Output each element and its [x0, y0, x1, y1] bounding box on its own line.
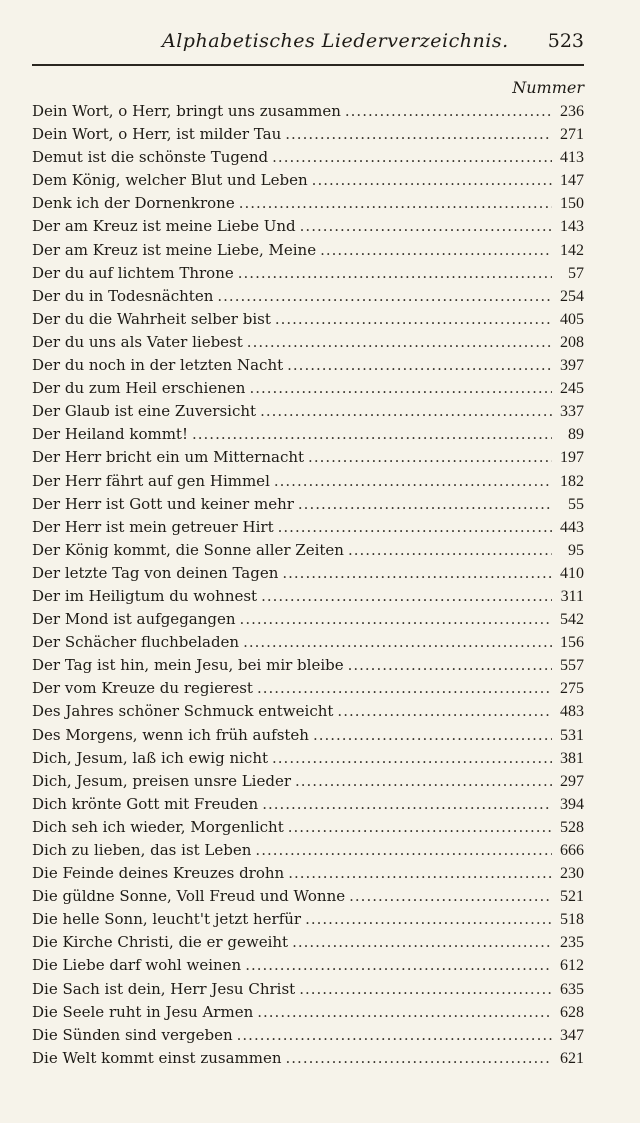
entry-title: Der du uns als Vater liebest	[32, 332, 243, 351]
index-entry	[32, 954, 584, 977]
entry-number: 394	[560, 795, 584, 813]
dot-leader	[237, 1024, 552, 1047]
index-entry	[32, 470, 584, 493]
entry-title: Der König kommt, die Sonne aller Zeiten	[32, 540, 344, 559]
entry-title: Der Herr bricht ein um Mitternacht	[32, 448, 305, 467]
index-entry	[32, 239, 584, 262]
entry-title: Die güldne Sonne, Voll Freud und Wonne	[32, 887, 346, 906]
index-entry	[32, 516, 584, 539]
index-entry	[32, 331, 584, 354]
entry-title: Dich seh ich wieder, Morgenlicht	[32, 817, 284, 836]
entry-title: Der du auf lichtem Throne	[32, 263, 234, 282]
index-entry	[32, 816, 584, 839]
dot-leader	[192, 423, 552, 446]
entry-title: Die Seele ruht in Jesu Armen	[32, 1002, 254, 1021]
index-entry	[32, 608, 584, 631]
index-entry	[32, 493, 584, 516]
entry-title: Des Morgens, wenn ich früh aufsteh	[32, 725, 309, 744]
entry-title: Die Kirche Christi, die er geweiht	[32, 933, 289, 952]
entry-title: Die Liebe darf wohl weinen	[32, 956, 242, 975]
entry-title: Die Sünden sind vergeben	[32, 1025, 233, 1044]
dot-leader	[261, 585, 552, 608]
index-entry	[32, 908, 584, 931]
entry-title: Der du noch in der letzten Nacht	[32, 356, 284, 375]
entry-number: 57	[568, 264, 584, 282]
dot-leader	[348, 654, 552, 677]
dot-leader	[320, 239, 552, 262]
index-entry	[32, 747, 584, 770]
entry-title: Denk ich der Dornenkrone	[32, 194, 235, 213]
dot-leader	[260, 400, 552, 423]
dot-leader	[286, 1047, 552, 1070]
index-entry	[32, 169, 584, 192]
entry-number: 557	[560, 657, 584, 675]
entry-title: Dem König, welcher Blut und Leben	[32, 171, 308, 190]
index-entry	[32, 377, 584, 400]
entry-title: Der vom Kreuze du regierest	[32, 679, 253, 698]
entry-number: 275	[560, 680, 584, 698]
dot-leader	[300, 215, 552, 238]
entry-title: Der du in Todesnächten	[32, 286, 214, 305]
entry-title: Der am Kreuz ist meine Liebe, Meine	[32, 240, 317, 259]
entry-title: Dich zu lieben, das ist Leben	[32, 841, 252, 859]
index-entry	[32, 793, 584, 816]
dot-leader	[288, 816, 552, 839]
entry-title: Der Glaub ist eine Zuversicht	[32, 402, 257, 421]
entry-title: Die Welt kommt einst zusammen	[32, 1048, 282, 1067]
dot-leader	[308, 446, 552, 469]
dot-leader	[295, 770, 552, 793]
dot-leader	[288, 862, 552, 885]
index-entry	[32, 724, 584, 747]
dot-leader	[272, 747, 552, 770]
entry-number: 245	[560, 380, 584, 398]
entry-title: Der Herr ist mein getreuer Hirt	[32, 517, 274, 536]
index-entry	[32, 146, 584, 169]
dot-leader	[337, 700, 552, 723]
index-entry	[32, 585, 584, 608]
entry-title: Der am Kreuz ist meine Liebe Und	[32, 217, 296, 236]
column-heading-number: Nummer	[512, 78, 584, 97]
index-entry	[32, 1047, 584, 1070]
entry-number: 405	[560, 310, 584, 328]
dot-leader	[274, 470, 552, 493]
index-entry	[32, 631, 584, 654]
entry-number: 531	[560, 726, 584, 744]
entry-number: 156	[560, 634, 584, 652]
entry-title: Der du die Wahrheit selber bist	[32, 309, 271, 328]
dot-leader	[312, 169, 552, 192]
entry-title: Des Jahres schöner Schmuck entweicht	[32, 702, 334, 721]
index-entry	[32, 400, 584, 423]
dot-leader	[345, 100, 552, 123]
header-rule	[32, 64, 584, 66]
entry-number: 150	[560, 195, 584, 213]
dot-leader	[313, 724, 552, 747]
entry-number: 95	[568, 541, 584, 559]
dot-leader	[272, 146, 552, 169]
entry-title: Der Schächer fluchbeladen	[32, 633, 240, 652]
dot-leader	[255, 839, 552, 862]
entry-number: 311	[560, 587, 584, 605]
entry-title: Die Sach ist dein, Herr Jesu Christ	[32, 979, 296, 998]
entry-number: 197	[560, 449, 584, 467]
entry-number: 483	[560, 703, 584, 721]
index-entry	[32, 285, 584, 308]
entry-number: 443	[560, 518, 584, 536]
dot-leader	[348, 539, 552, 562]
index-entry	[32, 354, 584, 377]
entry-title: Dein Wort, o Herr, bringt uns zusammen	[32, 102, 341, 120]
entry-number: 542	[560, 611, 584, 629]
entry-title: Der Mond ist aufgegangen	[32, 610, 236, 629]
entry-number: 528	[560, 818, 584, 836]
entry-number: 208	[560, 333, 584, 351]
index-entry	[32, 446, 584, 469]
dot-leader	[257, 677, 552, 700]
dot-leader	[285, 123, 552, 146]
entry-number: 147	[560, 172, 584, 190]
entry-number: 143	[560, 218, 584, 236]
entry-title: Demut ist die schönste Tugend	[32, 148, 269, 167]
entry-number: 254	[560, 287, 584, 305]
index-entry	[32, 423, 584, 446]
dot-leader	[245, 954, 552, 977]
running-head	[32, 30, 584, 56]
entry-number: 621	[560, 1049, 584, 1067]
entry-title: Der Heiland kommt!	[32, 425, 188, 444]
index-entry	[32, 1001, 584, 1024]
dot-leader	[278, 516, 552, 539]
index-entry	[32, 839, 584, 862]
index-entry	[32, 700, 584, 723]
page-number: 523	[547, 30, 584, 52]
index-entry	[32, 308, 584, 331]
entry-number: 230	[560, 865, 584, 883]
dot-leader	[247, 331, 552, 354]
index-entry	[32, 931, 584, 954]
index-entry	[32, 862, 584, 885]
dot-leader	[239, 192, 552, 215]
entry-number: 397	[560, 357, 584, 375]
entry-title: Dich, Jesum, laß ich ewig nicht	[32, 748, 269, 767]
entry-number: 337	[560, 403, 584, 421]
index-entry	[32, 192, 584, 215]
entry-number: 236	[560, 103, 584, 120]
index-entry	[32, 978, 584, 1001]
entry-number: 410	[560, 564, 584, 582]
index-entry	[32, 770, 584, 793]
index-entry	[32, 1024, 584, 1047]
dot-leader	[249, 377, 552, 400]
index-entry	[32, 677, 584, 700]
entry-number: 381	[560, 749, 584, 767]
dot-leader	[240, 608, 552, 631]
dot-leader	[298, 493, 552, 516]
dot-leader	[349, 885, 552, 908]
hymn-index-list	[32, 100, 584, 1070]
dot-leader	[299, 978, 552, 1001]
entry-title: Dich, Jesum, preisen unsre Lieder	[32, 771, 291, 790]
index-entry	[32, 100, 584, 123]
entry-number: 666	[560, 842, 584, 859]
entry-title: Der Herr ist Gott und keiner mehr	[32, 494, 294, 513]
entry-title: Dein Wort, o Herr, ist milder Tau	[32, 125, 282, 144]
dot-leader	[275, 308, 552, 331]
entry-number: 413	[560, 149, 584, 167]
entry-title: Der letzte Tag von deinen Tagen	[32, 563, 279, 582]
index-entry	[32, 654, 584, 677]
dot-leader	[257, 1001, 552, 1024]
entry-number: 271	[560, 126, 584, 144]
dot-leader	[282, 562, 552, 585]
entry-title: Der im Heiligtum du wohnest	[32, 586, 258, 605]
index-entry	[32, 262, 584, 285]
dot-leader	[217, 285, 552, 308]
index-entry	[32, 215, 584, 238]
entry-title: Dich krönte Gott mit Freuden	[32, 794, 259, 813]
entry-number: 521	[560, 888, 584, 906]
dot-leader	[292, 931, 552, 954]
running-title: Alphabetisches Liederverzeichnis.	[162, 30, 509, 52]
entry-title: Die Feinde deines Kreuzes drohn	[32, 864, 285, 883]
index-entry	[32, 885, 584, 908]
entry-number: 235	[560, 934, 584, 952]
entry-number: 635	[560, 980, 584, 998]
entry-number: 182	[560, 472, 584, 490]
dot-leader	[287, 354, 552, 377]
entry-number: 518	[560, 911, 584, 929]
entry-title: Der du zum Heil erschienen	[32, 379, 246, 398]
index-entry	[32, 562, 584, 585]
entry-number: 55	[568, 495, 584, 513]
entry-number: 612	[560, 957, 584, 975]
index-entry	[32, 539, 584, 562]
dot-leader	[243, 631, 552, 654]
entry-title: Der Tag ist hin, mein Jesu, bei mir bleibe	[32, 656, 344, 675]
entry-title: Der Herr fährt auf gen Himmel	[32, 471, 270, 490]
entry-number: 89	[568, 426, 584, 444]
dot-leader	[305, 908, 552, 931]
index-entry	[32, 123, 584, 146]
entry-title: Die helle Sonn, leucht't jetzt herfür	[32, 910, 302, 929]
dot-leader	[262, 793, 552, 816]
entry-number: 297	[560, 772, 584, 790]
entry-number: 347	[560, 1026, 584, 1044]
entry-number: 142	[560, 241, 584, 259]
entry-number: 628	[560, 1003, 584, 1021]
dot-leader	[238, 262, 552, 285]
